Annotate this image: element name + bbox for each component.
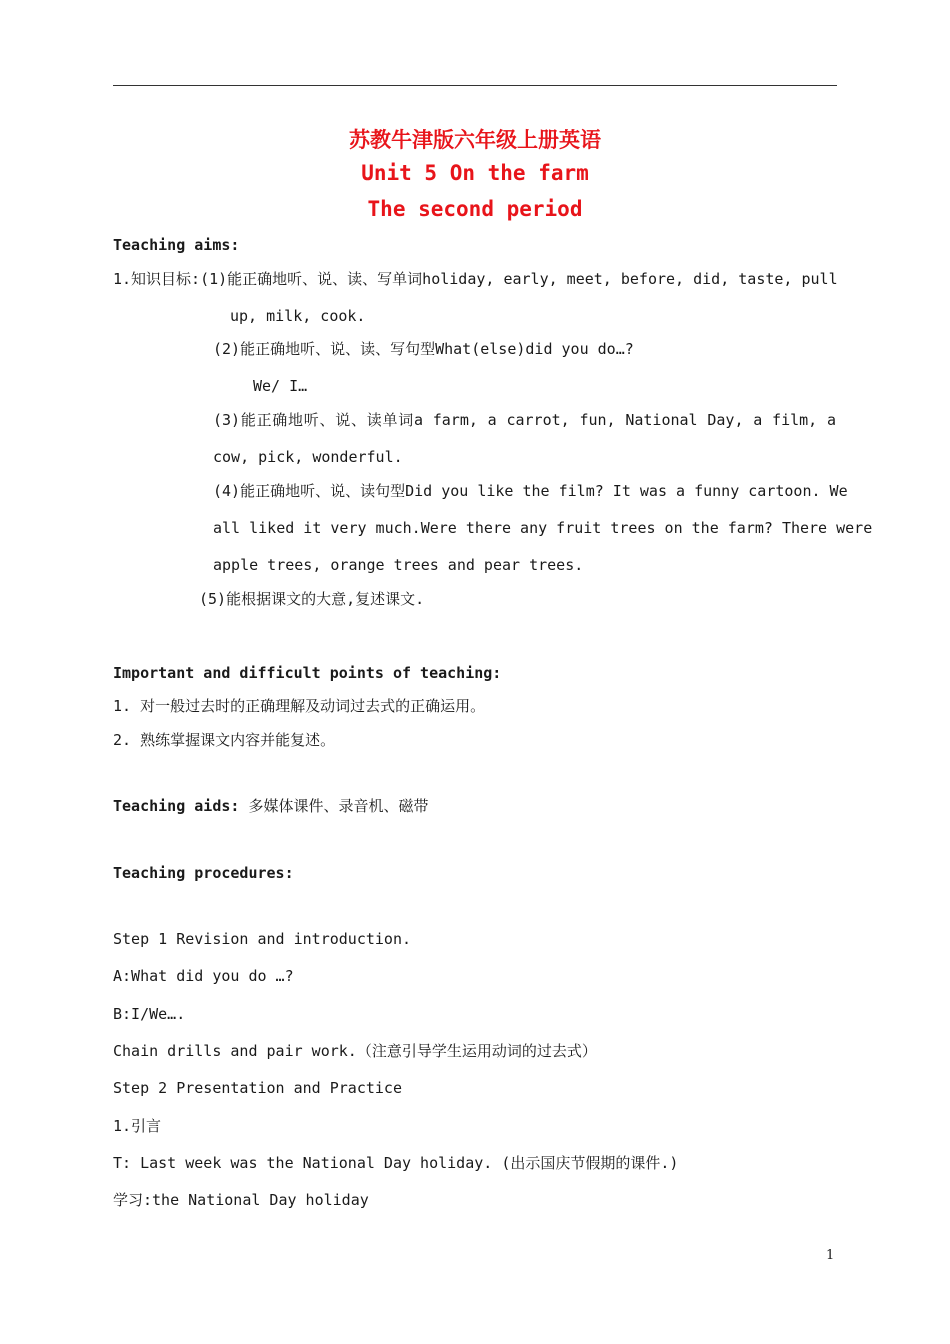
title-chinese: 苏教牛津版六年级上册英语 [349, 128, 601, 152]
dialog-b: B:I/We…. [113, 1005, 186, 1023]
chain-drills: Chain drills and pair work.（注意引导学生运用动词的过去式） [113, 1042, 597, 1060]
title-period: The second period [367, 197, 583, 221]
points-item-1: 1. 对一般过去时的正确理解及动词过去式的正确运用。 [113, 697, 486, 715]
teaching-aids-value: 多媒体课件、录音机、磁带 [239, 797, 429, 815]
header-rule [113, 85, 837, 86]
learn-line: 学习:the National Day holiday [113, 1191, 369, 1209]
aims-line-9: apple trees, orange trees and pear trees. [213, 556, 584, 574]
aims-line-4: We/ I… [253, 377, 308, 395]
aims-line-5: (3)能正确地听、说、读单词a farm, a carrot, fun, National Day, a film, a [213, 411, 836, 429]
aims-line-3: (2)能正确地听、说、读、写句型What(else)did you do…? [213, 340, 634, 358]
aims-line-8: all liked it very much.Were there any fruit trees on the farm? There were [213, 519, 873, 537]
step-2: Step 2 Presentation and Practice [113, 1079, 402, 1097]
teaching-aims-heading: Teaching aims: [113, 236, 240, 254]
procedures-heading: Teaching procedures: [113, 864, 294, 882]
teaching-aids [113, 796, 428, 816]
page-number: 1 [826, 1248, 835, 1263]
aims-line-6: cow, pick, wonderful. [213, 448, 403, 466]
step-1: Step 1 Revision and introduction. [113, 930, 412, 948]
title-unit: Unit 5 On the farm [361, 161, 589, 185]
aims-line-10: (5)能根据课文的大意,复述课文. [199, 590, 425, 608]
aims-line-1: 1.知识目标:(1)能正确地听、说、读、写单词holiday, early, meet, before, did, taste, pull [113, 270, 838, 288]
points-item-2: 2. 熟练掌握课文内容并能复述。 [113, 731, 336, 749]
teacher-line: T: Last week was the National Day holiday. (出示国庆节假期的课件.) [113, 1154, 679, 1172]
aims-line-7: (4)能正确地听、说、读句型Did you like the film? It was a funny cartoon. We [213, 482, 848, 500]
aims-line-2: up, milk, cook. [230, 307, 366, 325]
intro-item: 1.引言 [113, 1117, 162, 1135]
teaching-aids-label: Teaching aids: [113, 797, 240, 815]
dialog-a: A:What did you do …? [113, 967, 294, 985]
points-heading: Important and difficult points of teaching: [113, 664, 502, 682]
